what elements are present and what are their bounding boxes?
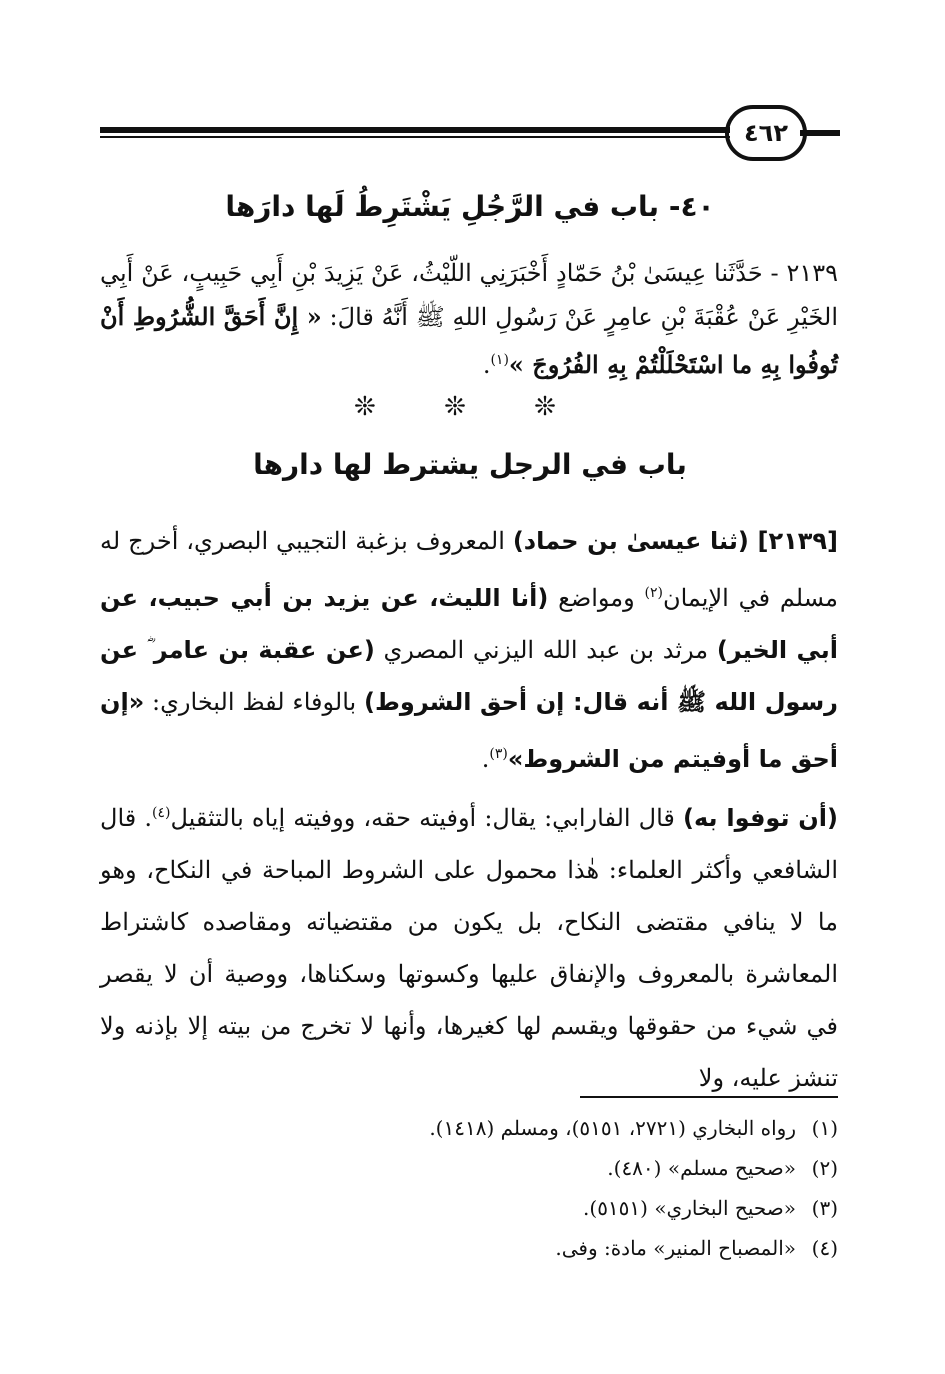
footnote — [100, 1228, 838, 1268]
page-header — [100, 105, 860, 165]
text-segment: . — [481, 745, 490, 773]
commentary — [100, 515, 838, 1104]
footnotes — [100, 1108, 838, 1268]
footnote-ref: (١) — [490, 352, 509, 368]
text-segment: ومواضع — [548, 584, 645, 612]
footnote — [100, 1188, 838, 1228]
footnote-number: (١) — [811, 1116, 838, 1140]
footnote-text: «صحيح البخاري» (٥١٥١). — [583, 1196, 796, 1220]
footnote-text: رواه البخاري (٢٧٢١، ٥١٥١)، ومسلم (١٤١٨). — [429, 1116, 796, 1140]
hadith-intro: ٢١٣٩ - حَدَّثَنا عِيسَىٰ بْنُ حَمّادٍ أَخْبَرَنِي اللّيْثُ، عَنْ يَزِيدَ بْنِ أَبِي حَبِيبٍ، عَنْ أَبِي الخَيْرِ عَنْ عُقْبَةَ بْنِ عامِرٍ عَنْ رَسُولِ اللهِ ﷺ أَنَّهُ قالَ: — [100, 259, 838, 331]
footnote-number: (٣) — [811, 1196, 838, 1220]
footnote-ref: (٤) — [151, 805, 171, 821]
footnote — [100, 1148, 838, 1188]
footnote-number: (٤) — [811, 1236, 838, 1260]
bold-segment: (أنا الليث، عن يزيد بن أبي حبيب، عن أبي الخير) — [100, 584, 838, 664]
hadith-text — [100, 252, 838, 387]
honorific: ؓ — [138, 636, 154, 664]
header-rule — [100, 127, 730, 138]
text-segment: المعروف بزغبة التجيبي البصري، أخرج له مسلم في الإيمان — [100, 527, 839, 612]
text-segment: . قال الشافعي وأكثر العلماء: هٰذا محمول على الشروط المباحة في النكاح، وهو ما لا ينافي مقتضى النكاح، بل يكون من مقتضياته ومقاصده كاشتراط المعاشرة بالمعروف والإنفاق عليها وكسوتها وسكناها، ووصية أن لا يقصر في شيء من حقوقها ويقسم لها كغيرها، وأنها لا تخرج من بيته إلا بإذنه ولا تنشز عليه، ولا — [100, 804, 838, 1092]
page-number: ٤٦٢ — [725, 105, 807, 161]
footnote-ref: (٣) — [489, 746, 508, 762]
commentary-paragraph — [100, 787, 838, 1104]
footnote-text: «صحيح مسلم» (٤٨٠). — [607, 1156, 796, 1180]
bold-segment: عن رسول الله ﷺ أنه قال: إن أحق الشروط) — [100, 636, 838, 716]
bold-segment: (عن عقبة بن عامر — [153, 636, 375, 664]
bold-segment: «إن أحق ما أوفيتم من الشروط» — [100, 688, 838, 773]
text-segment: قال الفارابي: يقال: أوفيته حقه، ووفيته إياه بالتثقيل — [170, 804, 684, 832]
commentary-paragraph — [100, 515, 838, 785]
footnote-divider — [580, 1096, 838, 1098]
text-segment: مرثد بن عبد الله اليزني المصري — [374, 636, 717, 664]
commentary-title: باب في الرجل يشترط لها دارها — [253, 448, 687, 481]
chapter-title: ٤٠- باب في الرَّجُلِ يَشْتَرِطُ لَها دارَها — [225, 190, 715, 223]
footnote-ref: (٢) — [644, 585, 663, 601]
text-segment: بالوفاء لفظ البخاري: — [144, 688, 365, 716]
footnote-text: «المصباح المنير» مادة: وفى. — [555, 1236, 796, 1260]
bold-segment: (أن توفوا به) — [683, 804, 838, 832]
bold-segment: [٢١٣٩] (ثنا عيسىٰ بن حماد) — [512, 527, 838, 555]
hadith-end: . — [482, 351, 491, 379]
footnote — [100, 1108, 838, 1148]
hadith-quote: « إِنَّ أَحَقَّ الشُّرُوطِ أَنْ تُوفُوا بِهِ ما اسْتَحْلَلْتُمْ بِهِ الفُرُوجَ » — [100, 302, 838, 379]
section-separator: ❊ ❊ ❊ — [354, 392, 586, 422]
footnote-number: (٢) — [811, 1156, 838, 1180]
